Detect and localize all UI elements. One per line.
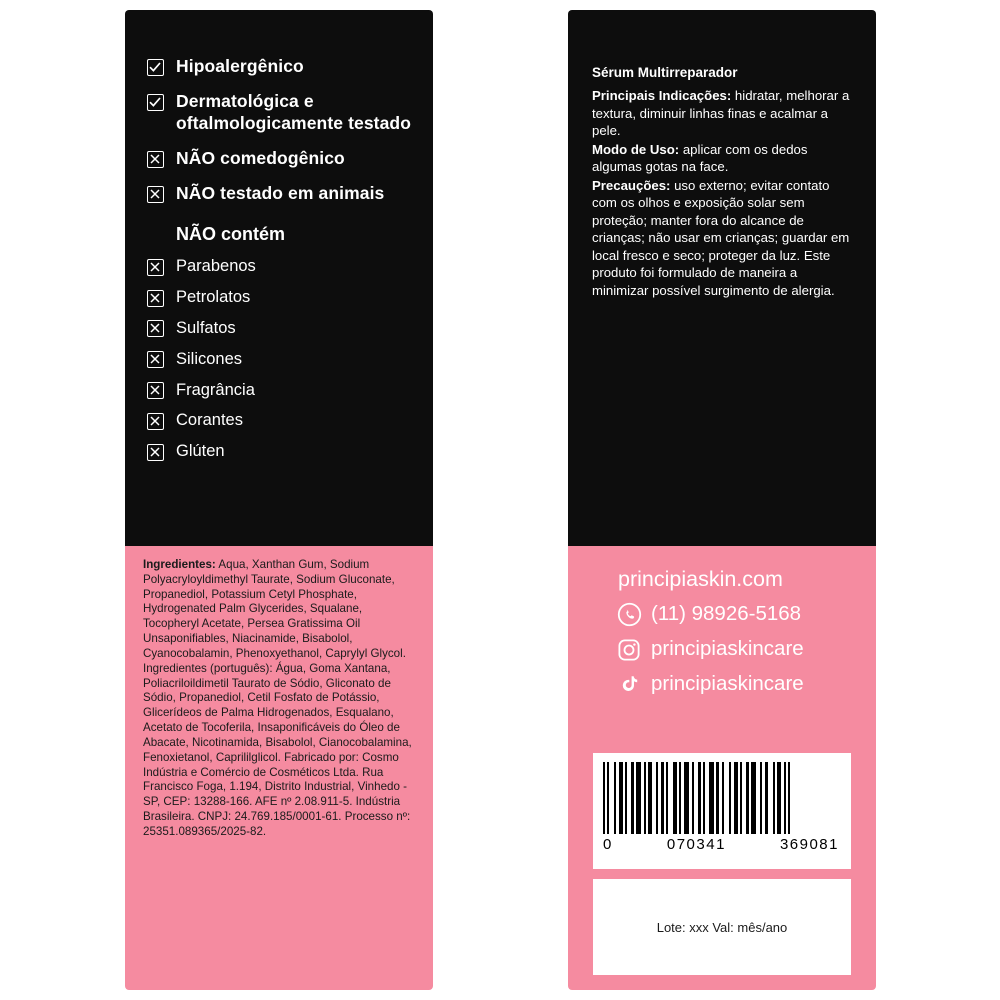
- free-from-item: [147, 411, 415, 431]
- checkbox-crossed-icon: [147, 290, 164, 307]
- claim-label: NÃO testado em animais: [176, 182, 385, 203]
- ingredients-pt: Ingredientes (português): Água, Goma Xantana, Poliacriloildimetil Taurato de Sódio, Gliconato de Sódio, Propanediol, Cetil Fosfato de Potássio, Glicerídeos de Palma Hidrogenados, Esqualano, Acetato de Tocoferila, Insaponificáveis do Óleo de Abacate, Nicotinamida, Bisabolol, Cianocobalamina, Fenoxietanol, Caprililglicol. Fabricado por: Cosmo Indústria e Comércio de Cosméticos Ltda. Rua Francisco Foga, 1.194, Distrito Industrial, Vinhedo - SP, CEP: 13288-166. AFE nº 2.08.911-5. Indústria Brasileira. CNPJ: 24.769.185/0001-61. Processo nº: 25351.089365/2025-82.: [143, 661, 412, 838]
- checkbox-checked-icon: [147, 59, 164, 76]
- warnings-text: uso externo; evitar contato com os olhos e exposição solar sem proteção; manter fora do alcance de crianças; não usar em crianças; guardar em local fresco e seco; proteger da luz. Este produto foi formulado de maneira a minimizar possível surgimento de alergia.: [592, 177, 850, 299]
- website-row[interactable]: [616, 564, 876, 595]
- checkbox-crossed-icon: [147, 382, 164, 399]
- free-from-label: Petrolatos: [176, 288, 251, 307]
- usage-text: aplicar com os dedos algumas gotas na face.: [592, 141, 808, 175]
- barcode: [593, 753, 851, 869]
- ingredients-label: Ingredientes:: [143, 558, 216, 571]
- checkbox-crossed-icon: [147, 320, 164, 337]
- whatsapp-icon: [616, 602, 642, 628]
- checkbox-crossed-icon: [147, 351, 164, 368]
- free-from-heading: NÃO contém: [176, 224, 286, 245]
- usage-paragraph: [592, 141, 856, 176]
- free-from-item: [147, 257, 415, 277]
- checkbox-checked-icon: [147, 94, 164, 111]
- free-from-item: [147, 381, 415, 401]
- claim-label: Hipoalergênico: [176, 56, 304, 76]
- claim-item: [147, 91, 415, 135]
- warnings-paragraph: [592, 177, 856, 300]
- barcode-digits: [603, 834, 841, 853]
- whatsapp-row[interactable]: [616, 599, 876, 630]
- barcode-digit-left: 0: [603, 836, 613, 853]
- product-title: Sérum Multirreparador: [592, 65, 738, 80]
- barcode-digits-right: 369081: [779, 836, 839, 853]
- whatsapp-number: (11) 98926-5168: [651, 602, 802, 626]
- website-text: principiaskin.com: [618, 566, 783, 591]
- indications-paragraph: [592, 87, 856, 140]
- left-package-panel: [125, 10, 433, 990]
- ingredients-text: [143, 558, 419, 840]
- free-from-item: [147, 319, 415, 339]
- free-from-item: [147, 288, 415, 308]
- contact-section: [568, 546, 876, 990]
- free-from-label: Silicones: [176, 349, 243, 368]
- free-from-item: [147, 350, 415, 370]
- checkbox-crossed-icon: [147, 444, 164, 461]
- barcode-bars: [603, 762, 841, 834]
- indications-label: Principais Indicações:: [592, 88, 732, 103]
- ingredients-section: [125, 546, 433, 990]
- free-from-label: Fragrância: [176, 380, 255, 399]
- usage-label: Modo de Uso:: [592, 141, 680, 157]
- checkbox-crossed-icon: [147, 259, 164, 276]
- free-from-item: [147, 442, 415, 462]
- checkbox-crossed-icon: [147, 151, 164, 168]
- claim-label: NÃO comedogênico: [176, 147, 345, 168]
- lot-expiry-box: [593, 879, 851, 975]
- checkbox-crossed-icon: [147, 413, 164, 430]
- instagram-handle: principiaskincare: [651, 637, 804, 661]
- claims-section: [125, 10, 433, 546]
- directions-section: [568, 10, 876, 546]
- claim-item: [147, 56, 415, 78]
- warnings-label: Precauções:: [592, 177, 671, 193]
- right-package-panel: [568, 10, 876, 990]
- barcode-digits-mid: 070341: [666, 836, 726, 853]
- contact-list: [568, 564, 876, 700]
- tiktok-row[interactable]: [616, 669, 876, 700]
- lot-expiry-text: Lote: xxx Val: mês/ano: [656, 919, 788, 935]
- claim-item: [147, 183, 415, 205]
- indications-text: hidratar, melhorar a textura, diminuir linhas finas e acalmar a pele.: [592, 88, 850, 139]
- free-from-label: Sulfatos: [176, 318, 236, 337]
- ingredients-en: Aqua, Xanthan Gum, Sodium Polyacryloyldimethyl Taurate, Sodium Gluconate, Propanediol, Potassium Cetyl Phosphate, Hydrogenated Palm Glycerides, Squalane, Tocopheryl Acetate, Persea Gratissima Oil Unsaponifiables, Niacinamide, Bisabolol, Cyanocobalamin, Phenoxyethanol, Caprylyl Glycol.: [143, 558, 406, 660]
- checkbox-crossed-icon: [147, 186, 164, 203]
- claim-item: [147, 148, 415, 170]
- tiktok-icon: [616, 672, 642, 698]
- free-from-label: Glúten: [176, 442, 225, 461]
- claim-label: Dermatológica e oftalmologicamente testado: [176, 90, 411, 133]
- free-from-label: Corantes: [176, 411, 243, 430]
- tiktok-handle: principiaskincare: [651, 672, 804, 696]
- instagram-row[interactable]: [616, 634, 876, 665]
- instagram-icon: [616, 637, 642, 663]
- free-from-label: Parabenos: [176, 257, 256, 276]
